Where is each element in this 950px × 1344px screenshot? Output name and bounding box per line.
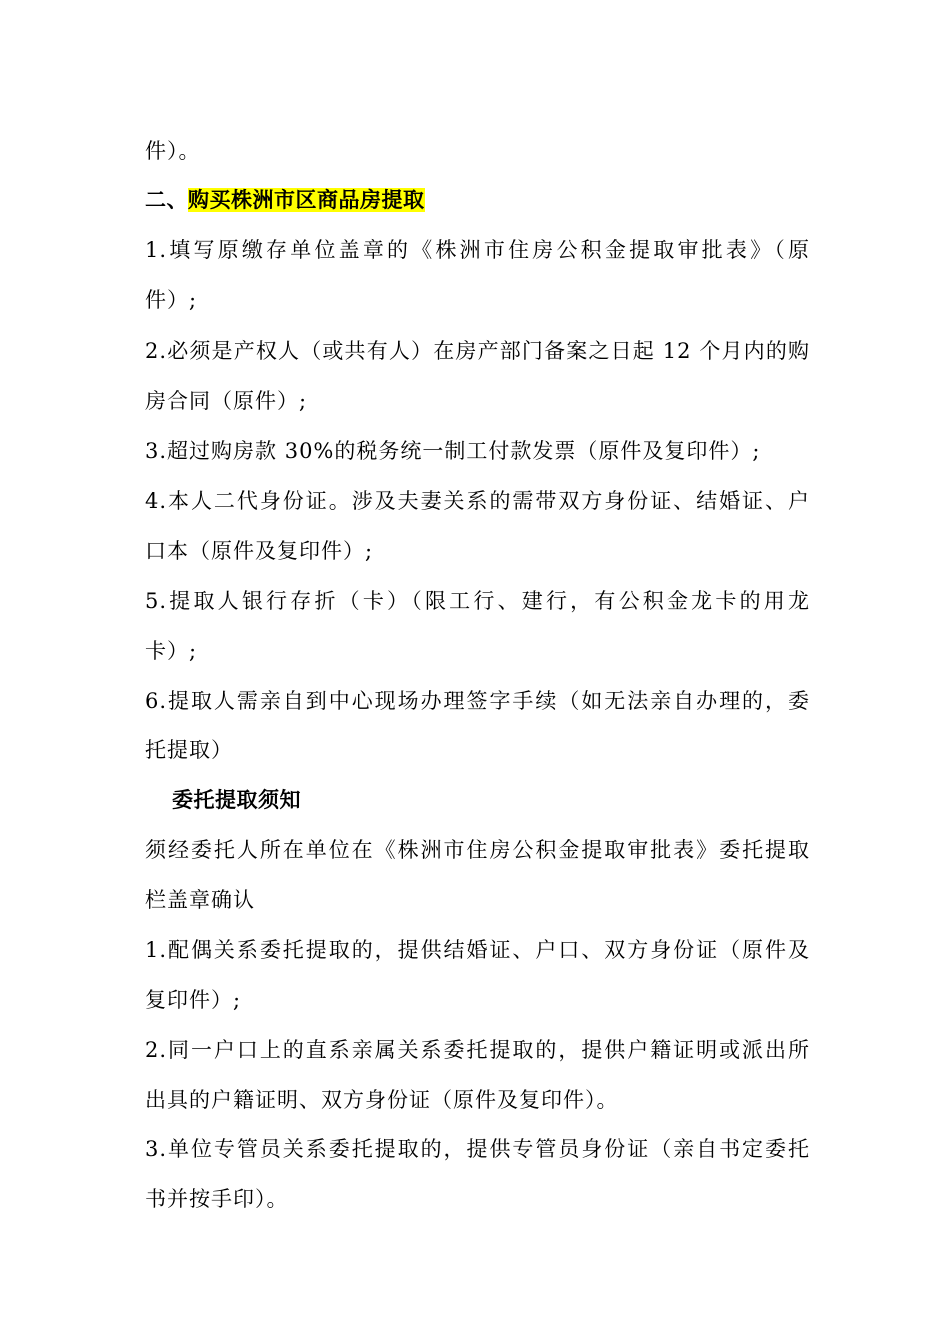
section-heading — [145, 185, 810, 215]
text-line: 复印件）; — [145, 988, 242, 1012]
text-line: 6.提取人需亲自到中心现场办理签字手续（如无法亲自办理的，委 — [145, 689, 810, 713]
text-line: 口本（原件及复印件）; — [145, 539, 374, 563]
text-line: 1.填写原缴存单位盖章的《株洲市住房公积金提取审批表》（原 — [145, 238, 810, 262]
text-line: 件）; — [145, 288, 198, 312]
text-line: 1.配偶关系委托提取的，提供结婚证、户口、双方身份证（原件及 — [145, 938, 810, 962]
text-line: 5.提取人银行存折（卡）（限工行、建行，有公积金龙卡的用龙 — [145, 589, 810, 613]
text-line: 件）。 — [145, 139, 201, 163]
text-line: 3.单位专管员关系委托提取的，提供专管员身份证（亲自书定委托 — [145, 1137, 810, 1161]
text-line: 托提取） — [145, 738, 233, 762]
text-line: 须经委托人所在单位在《株洲市住房公积金提取审批表》委托提取 — [145, 838, 810, 862]
text-line: 2.必须是产权人（或共有人）在房产部门备案之日起 12 个月内的购 — [145, 339, 810, 363]
text-line: 栏盖章确认 — [145, 888, 255, 912]
text-line: 4.本人二代身份证。涉及夫妻关系的需带双方身份证、结婚证、户 — [145, 489, 810, 513]
subheading: 委托提取须知 — [172, 788, 301, 812]
text-line: 卡）; — [145, 639, 198, 663]
text-line: 书并按手印）。 — [145, 1187, 289, 1211]
text-line: 2.同一户口上的直系亲属关系委托提取的，提供户籍证明或派出所 — [145, 1038, 810, 1062]
text-line: 3.超过购房款 30%的税务统一制工付款发票（原件及复印件）; — [145, 439, 761, 463]
text-line: 出具的户籍证明、双方身份证（原件及复印件）。 — [145, 1088, 619, 1112]
section-number: 二、 — [145, 188, 188, 212]
highlighted-heading-text: 购买株洲市区商品房提取 — [188, 188, 425, 212]
text-line: 房合同（原件）; — [145, 389, 308, 413]
